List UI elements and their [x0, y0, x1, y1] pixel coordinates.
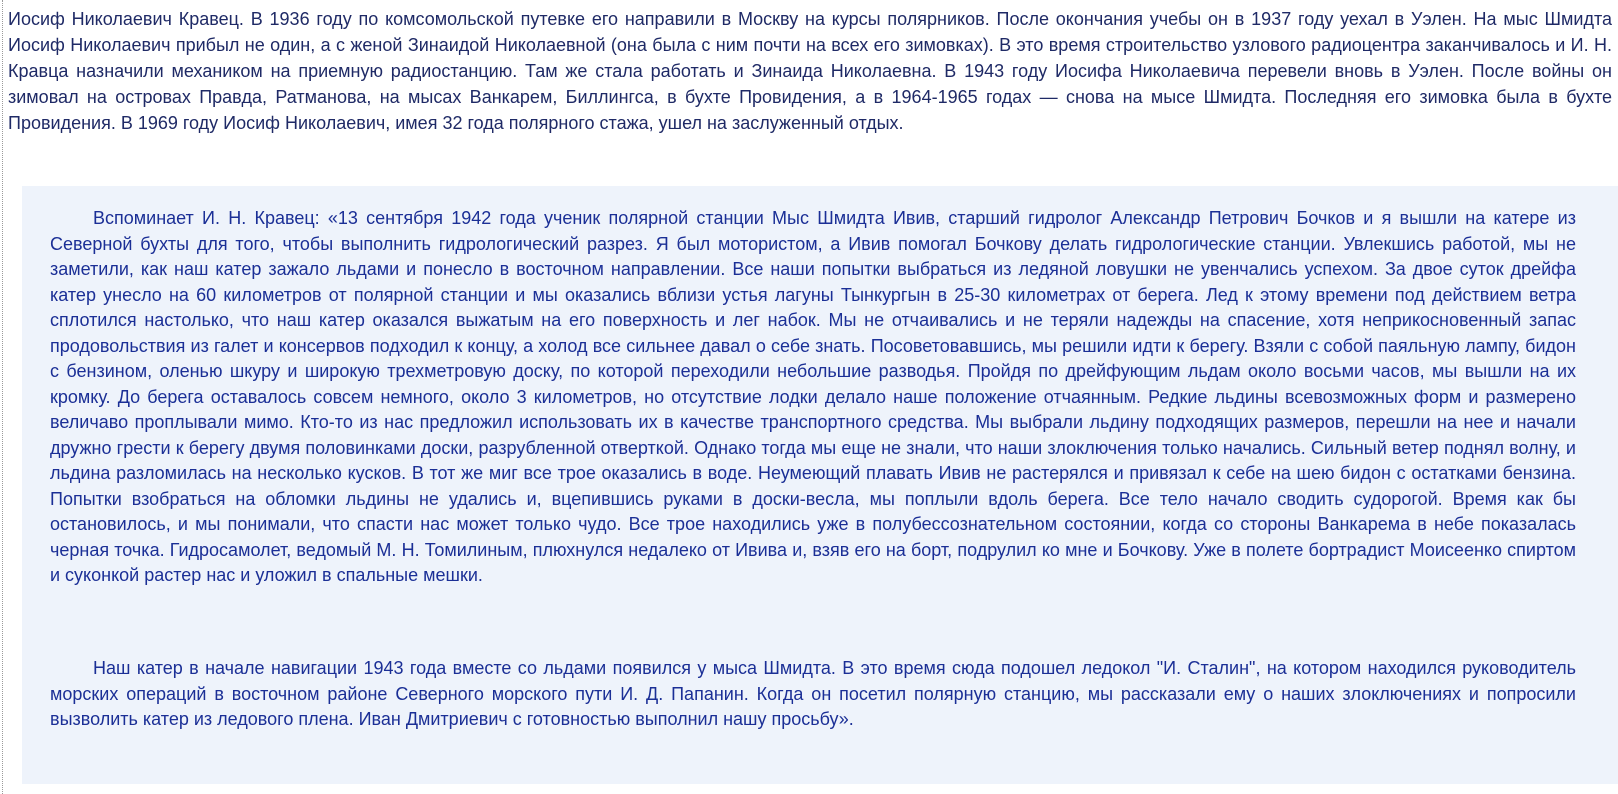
quote-block — [22, 186, 1618, 784]
intro-paragraph: Иосиф Николаевич Кравец. В 1936 году по комсомольской путевке его направили в Москву на курсы полярников. После окончания учебы он в 1937 году уехал в Уэлен. На мыс Шмидта Иосиф Николаевич прибыл не один, а с женой Зинаидой Николаевной (она была с ним почти на всех его зимовках). В это время строительство узлового радиоцентра заканчивалось и И. Н. Кравца назначили механиком на приемную радиостанцию. Там же стала работать и Зинаида Николаевна. В 1943 году Иосифа Николаевича перевели вновь в Уэлен. После войны он зимовал на островах Правда, Ратманова, на мысах Ванкарем, Биллингса, в бухте Провидения, а в 1964-1965 годах — снова на мысе Шмидта. Последняя его зимовка была в бухте Провидения. В 1969 году Иосиф Николаевич, имея 32 года полярного стажа, ушел на заслуженный отдых. — [8, 9, 1612, 133]
left-dotted-border — [2, 0, 3, 794]
quote-paragraph-1: Вспоминает И. Н. Кравец: «13 сентября 1942 года ученик полярной станции Мыс Шмидта Ивив, старший гидролог Александр Петрович Бочков и я вышли на катере из Северной бухты для того, чтобы выполнить гидрологический разрез. Я был мотористом, а Ивив помогал Бочкову делать гидрологические станции. Увлекшись работой, мы не заметили, как наш катер зажало льдами и понесло в восточном направлении. Все наши попытки выбраться из ледяной ловушки не увенчались успехом. За двое суток дрейфа катер унесло на 60 километров от полярной станции и мы оказались вблизи устья лагуны Тынкургын в 25-30 километрах от берега. Лед к этому времени под действием ветра сплотился настолько, что наш катер оказался выжатым на его поверхность и лег набок. Мы не отчаивались и не теряли надежды на спасение, хотя неприкосновенный запас продовольствия из галет и консервов подходил к концу, а холод все сильнее давал о себе знать. Посоветовавшись, мы решили идти к берегу. Взяли с собой паяльную лампу, бидон с бензином, оленью шкуру и широкую трехметровую доску, по которой переходили небольшие разводья. Пройдя по дрейфующим льдам около восьми часов, мы вышли на их кромку. До берега оставалось совсем немного, около 3 километров, но отсутствие лодки делало наше положение отчаянным. Редкие льдины всевозможных форм и размерено величаво проплывали мимо. Кто-то из нас предложил использовать их в качестве транспортного средства. Мы выбрали льдину подходящих размеров, перешли на нее и начали дружно грести к берегу двумя половинками доски, разрубленной отверткой. Однако тогда мы еще не знали, что наши злоключения только начались. Сильный ветер поднял волну, и льдина разломилась на несколько кусков. В тот же миг все трое оказались в воде. Неумеющий плавать Ивив не растерялся и привязал к себе на шею бидон с остатками бензина. Попытки взобраться на обломки льдины не удались и, вцепившись руками в доски-весла, мы поплыли вдоль берега. Все тело начало сводить судорогой. Время как бы остановилось, и мы понимали, что спасти нас может только чудо. Все трое находились уже в полубессознательном состоянии, когда со стороны Ванкарема в небе показалась черная точка. Гидросамолет, ведомый М. Н. Томилиным, плюхнулся недалеко от Ивива и, взяв его на борт, подрулил ко мне и Бочкову. Уже в полете бортрадист Моисеенко спиртом и суконкой растер нас и уложил в спальные мешки. — [50, 208, 1576, 585]
quote-paragraph-2: Наш катер в начале навигации 1943 года вместе со льдами появился у мыса Шмидта. В это время сюда подошел ледокол "И. Сталин", на котором находился руководитель морских операций в восточном районе Северного морского пути И. Д. Папанин. Когда он посетил полярную станцию, мы рассказали ему о наших злоключениях и попросили вызволить катер из ледового плена. Иван Дмитриевич с готовностью выполнил нашу просьбу». — [50, 658, 1576, 729]
